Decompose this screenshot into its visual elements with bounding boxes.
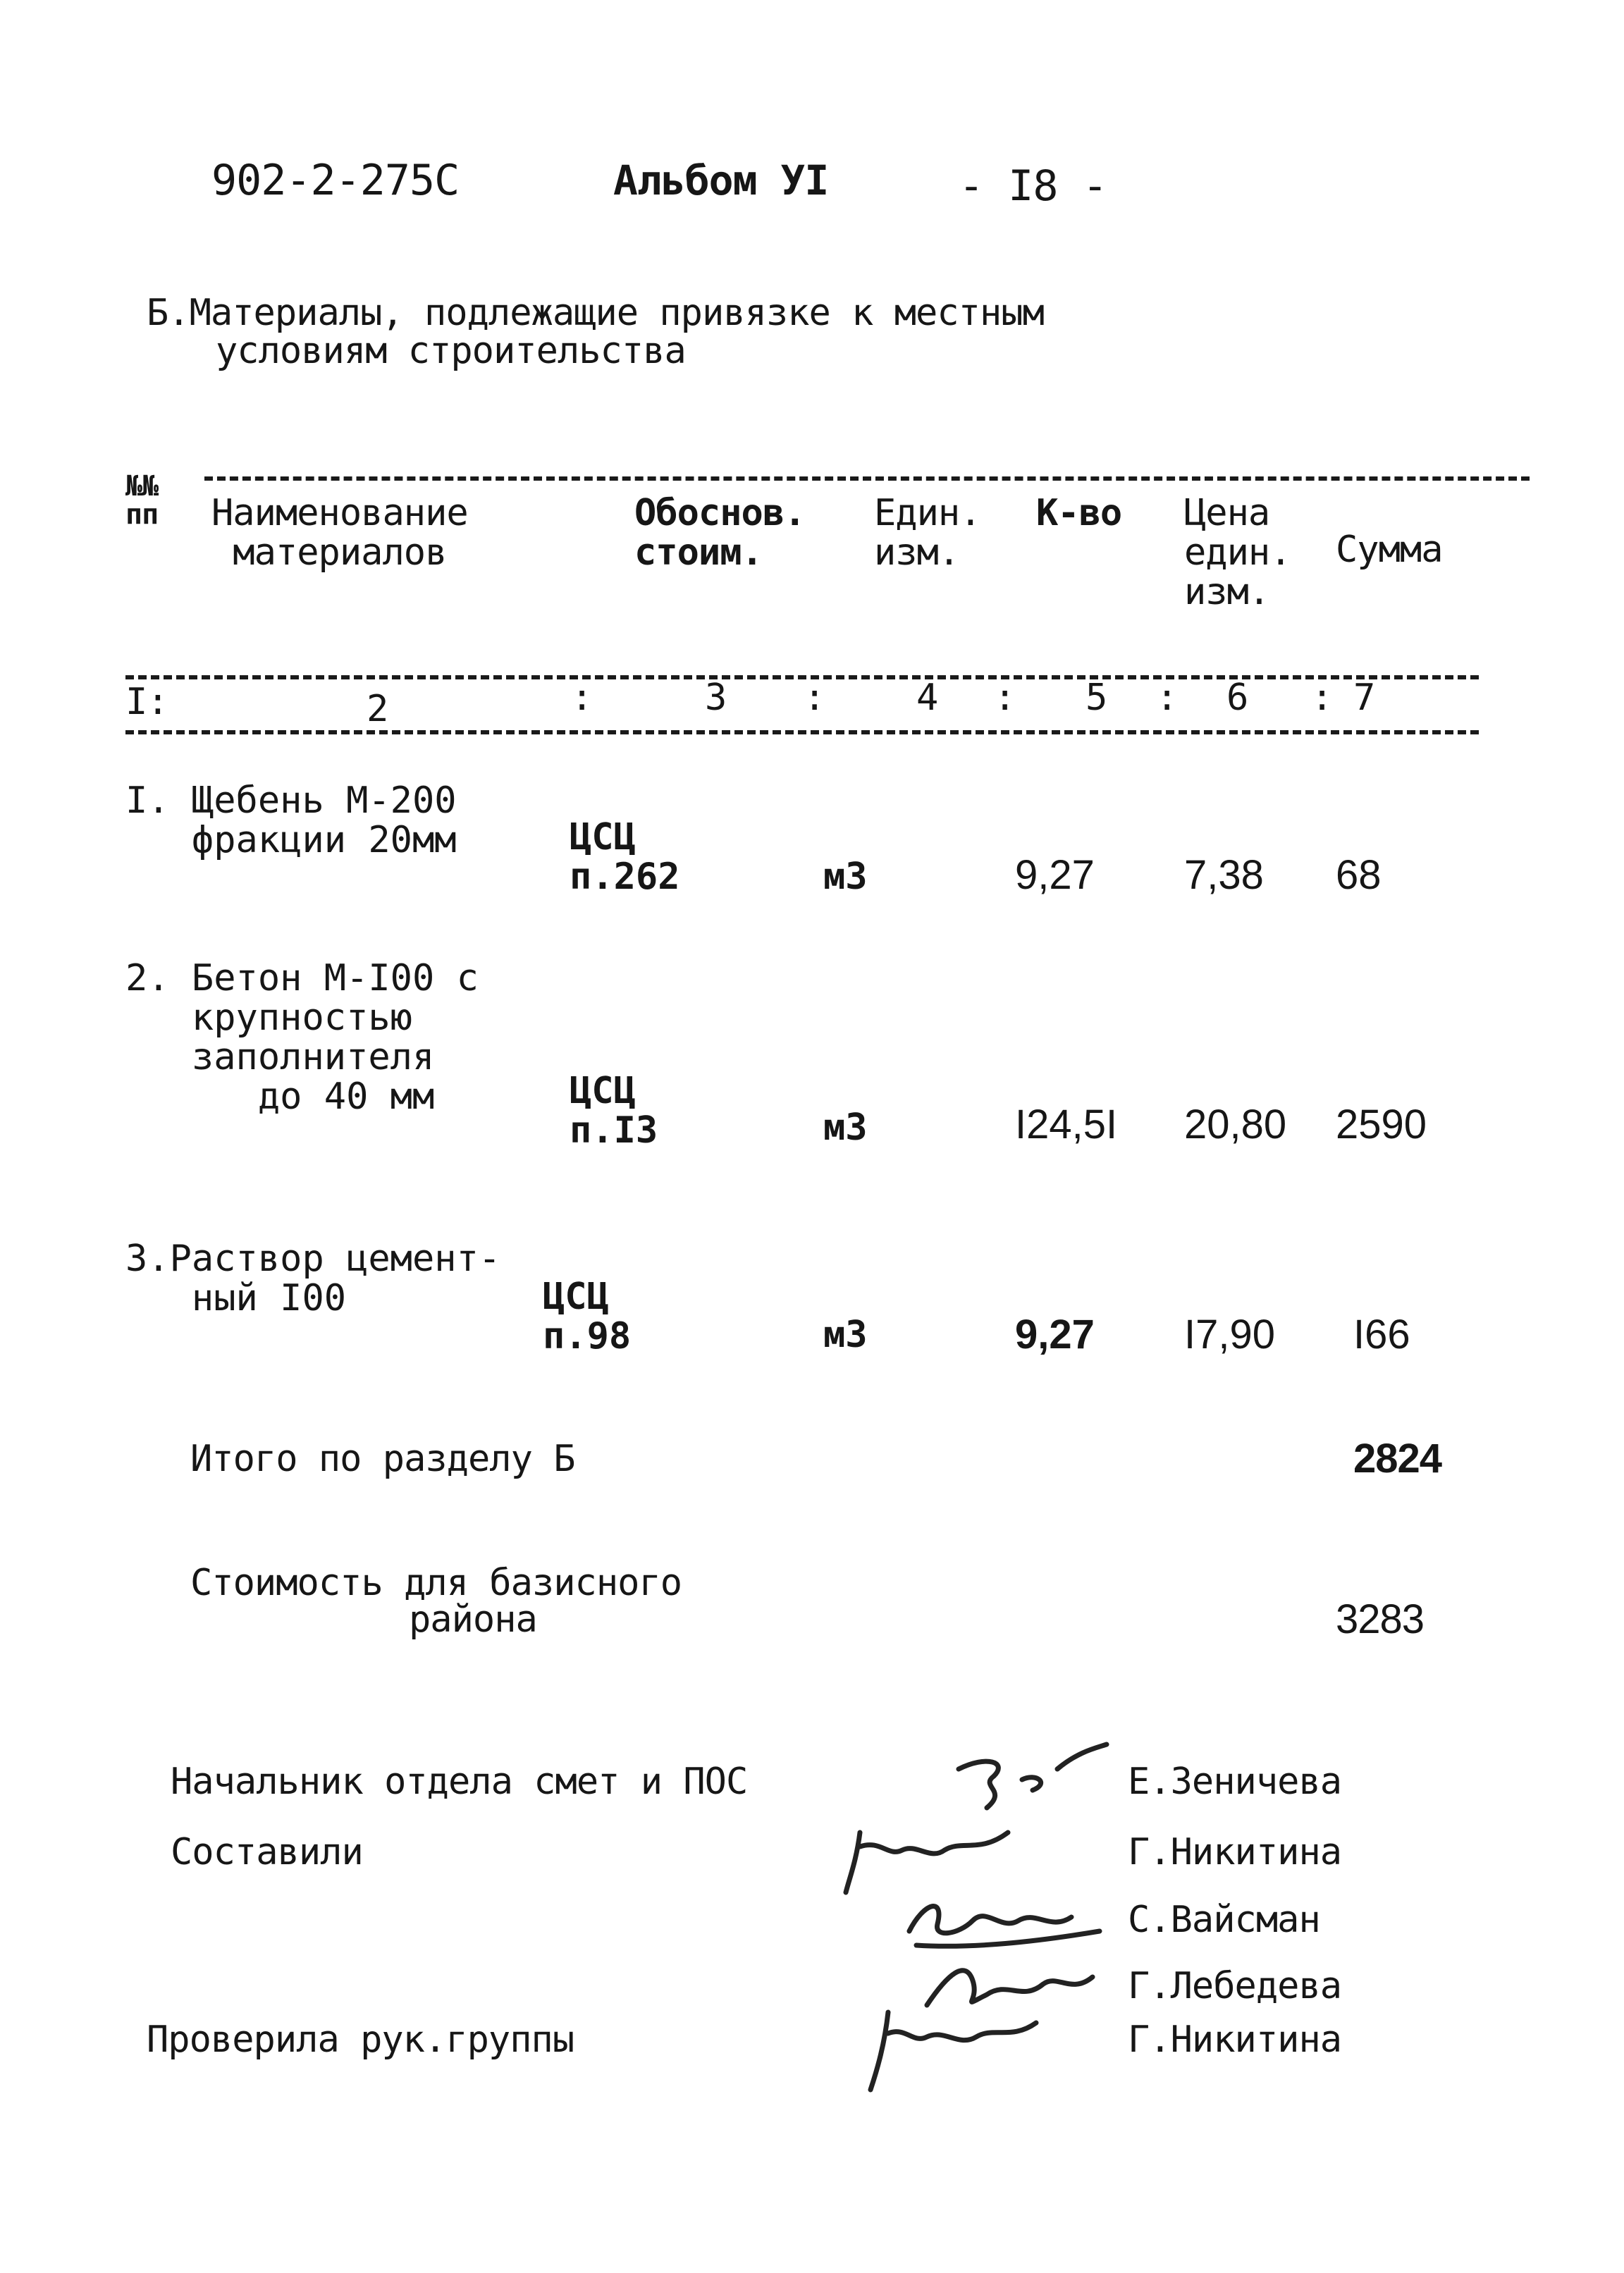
- row-3-name: 3.Раствор цемент- ный I00: [125, 1238, 501, 1319]
- compiled-label: Составили: [171, 1831, 363, 1873]
- colnum-2: 2: [367, 688, 388, 730]
- numbers-bottom-rule: [125, 730, 1479, 734]
- row-1-qty: 9,27: [1015, 852, 1095, 898]
- colnum-7: 7: [1353, 677, 1375, 719]
- page-number: - I8 -: [959, 161, 1107, 211]
- base-cost-label-line2: района: [409, 1599, 537, 1641]
- checked-label: Проверила рук.группы: [147, 2019, 574, 2061]
- row-3-qty: 9,27: [1015, 1312, 1095, 1357]
- colnum-sep-4: :: [1156, 677, 1178, 719]
- col-header-sum: Сумма: [1336, 529, 1443, 571]
- col-header-unit: Един. изм.: [874, 492, 981, 574]
- signature-checked-nikitina-icon: [860, 2002, 1043, 2093]
- row-3-basis: ЦСЦ п.98: [543, 1276, 632, 1357]
- row-2-name: 2. Бетон М-I00 с крупностью заполнителя до 40 мм: [125, 957, 479, 1118]
- row-2-price: 20,80: [1184, 1102, 1287, 1147]
- colnum-sep-2: :: [804, 677, 825, 719]
- row-3-price: I7,90: [1184, 1312, 1275, 1357]
- row-1-unit: м3: [823, 856, 868, 898]
- signature-zenicheva-icon: [945, 1741, 1114, 1818]
- row-1-basis: ЦСЦ п.262: [570, 816, 680, 898]
- colnum-6: 6: [1226, 677, 1248, 719]
- base-cost-value: 3283: [1336, 1596, 1425, 1642]
- album-label: Альбом УI: [613, 156, 829, 204]
- colnum-5: 5: [1085, 677, 1107, 719]
- document-code: 902-2-275С: [211, 156, 460, 205]
- head-name: Е.Зеничева: [1128, 1761, 1342, 1803]
- colnum-sep-5: :: [1311, 677, 1333, 719]
- row-2-qty: I24,5I: [1015, 1102, 1118, 1147]
- base-cost-label-line1: Стоимость для базисного: [190, 1562, 682, 1604]
- col-header-basis: Обоснов. стоим.: [634, 492, 806, 574]
- col-header-qty: К-во: [1036, 492, 1122, 534]
- section-title-line2: условиям строительства: [216, 330, 686, 372]
- col-header-price: Цена един. изм.: [1184, 492, 1291, 613]
- section-total-label: Итого по разделу Б: [190, 1438, 575, 1480]
- row-2-sum: 2590: [1336, 1102, 1427, 1147]
- checked-name: Г.Никитина: [1128, 2019, 1342, 2061]
- section-total-value: 2824: [1353, 1436, 1442, 1482]
- colnum-4: 4: [916, 677, 938, 719]
- header-top-rule: [204, 476, 1530, 481]
- col-header-no: №№ пп: [125, 470, 159, 531]
- row-2-unit: м3: [823, 1107, 868, 1149]
- row-1-name: I. Щебень М-200 фракции 20мм: [125, 780, 457, 861]
- colnum-sep-3: :: [994, 677, 1016, 719]
- row-3-sum: I66: [1353, 1312, 1410, 1357]
- compiled-name-3: Г.Лебедева: [1128, 1965, 1342, 2007]
- compiled-name-1: Г.Никитина: [1128, 1831, 1342, 1873]
- head-label: Начальник отдела смет и ПОС: [171, 1761, 748, 1803]
- row-2-basis: ЦСЦ п.I3: [570, 1070, 658, 1152]
- colnum-3: 3: [705, 677, 727, 719]
- numbers-top-rule: [125, 675, 1479, 679]
- row-3-unit: м3: [823, 1314, 868, 1356]
- row-1-sum: 68: [1336, 852, 1382, 898]
- colnum-sep-1: :: [571, 677, 593, 719]
- col-header-name: Наименование материалов: [211, 492, 468, 574]
- row-1-price: 7,38: [1184, 852, 1264, 898]
- section-title-line1: Б.Материалы, подлежащие привязке к местным: [147, 292, 1044, 334]
- compiled-name-2: С.Вайсман: [1128, 1899, 1320, 1941]
- colnum-1: I:: [125, 681, 168, 723]
